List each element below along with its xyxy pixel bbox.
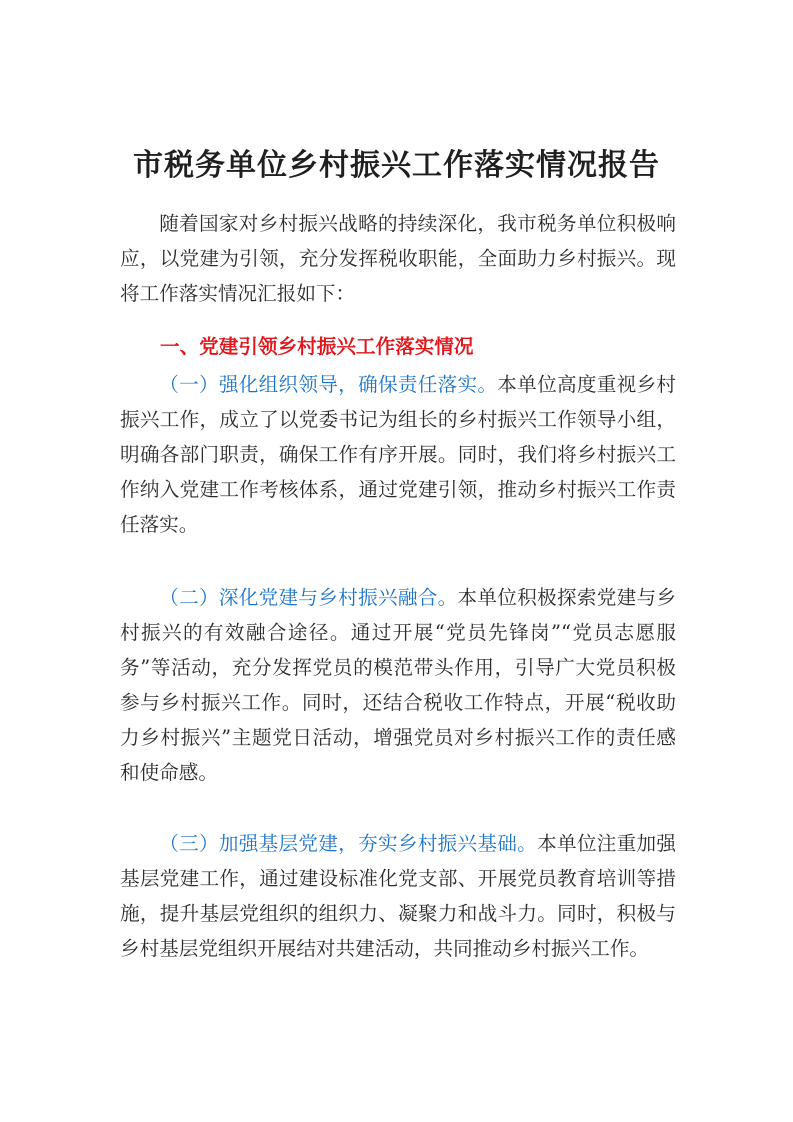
subsection-heading-1: （一）强化组织领导，确保责任落实。 xyxy=(159,373,498,396)
subsection-paragraph-1 xyxy=(120,367,676,542)
subsection-paragraph-2 xyxy=(120,580,676,790)
subsection-text-3: 本单位注重加强基层党建工作，通过建设标准化党支部、开展党员教育培训等措施，提升基层党组织的组织力、凝聚力和战斗力。同时，积极与乡村基层党组织开展结对共建活动，共同推动乡村振兴工作。 xyxy=(120,832,677,960)
subsection-heading-3: （三）加强基层党建，夯实乡村振兴基础。 xyxy=(159,832,538,855)
section-heading: 一、党建引领乡村振兴工作落实情况 xyxy=(160,335,474,358)
intro-paragraph: 随着国家对乡村振兴战略的持续深化，我市税务单位积极响应，以党建为引领，充分发挥税收职能，全面助力乡村振兴。现将工作落实情况汇报如下： xyxy=(120,212,676,305)
subsection-paragraph-3 xyxy=(120,826,676,966)
subsection-text-1: 本单位高度重视乡村振兴工作，成立了以党委书记为组长的乡村振兴工作领导小组，明确各部门职责，确保工作有序开展。同时，我们将乡村振兴工作纳入党建工作考核体系，通过党建引领，推动乡村振兴工作责任落实。 xyxy=(120,373,677,536)
subsection-text-2: 本单位积极探索党建与乡村振兴的有效融合途径。通过开展“党员先锋岗”“党员志愿服务”等活动，充分发挥党员的模范带头作用，引导广大党员积极参与乡村振兴工作。同时，还结合税收工作特点，开展“税收助力乡村振兴”主题党日活动，增强党员对乡村振兴工作的责任感和使命感。 xyxy=(120,586,677,784)
subsection-heading-2: （二）深化党建与乡村振兴融合。 xyxy=(159,586,458,609)
document-title: 市税务单位乡村振兴工作落实情况报告 xyxy=(133,148,660,184)
